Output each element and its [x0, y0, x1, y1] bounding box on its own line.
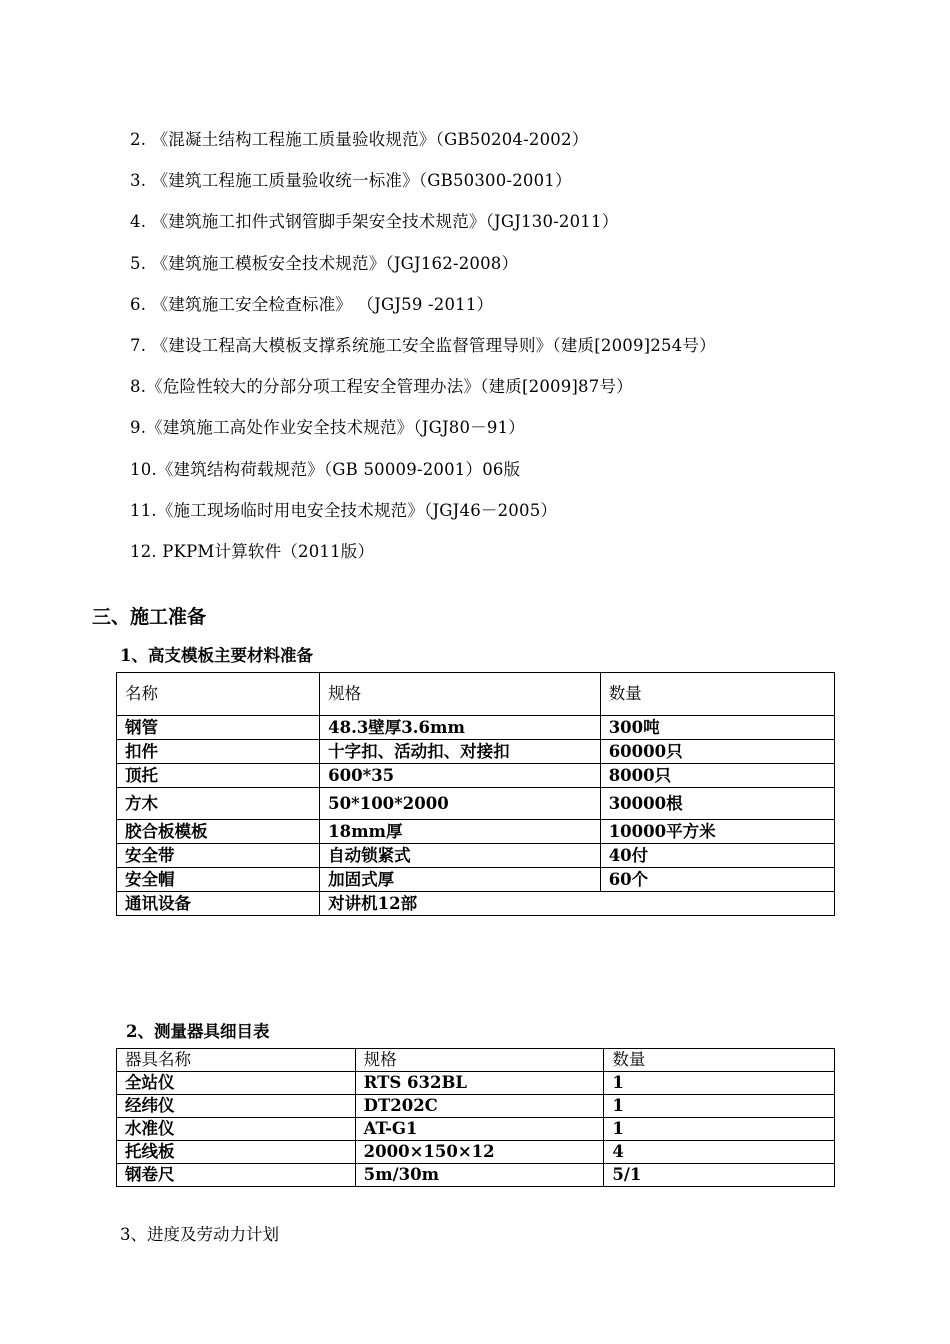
header-cell-equipment-name: 器具名称 [117, 1049, 356, 1072]
cell-name: 全站仪 [117, 1072, 356, 1095]
materials-heading: 1、高支模板主要材料准备 [120, 646, 313, 665]
table-row [117, 716, 835, 740]
reference-item: 3. 《建筑工程施工质量验收统一标准》（GB50300-2001） [130, 171, 572, 191]
schedule-heading: 3、进度及劳动力计划 [120, 1225, 279, 1244]
cell-spec: 600*35 [320, 764, 601, 788]
table-row [117, 740, 835, 764]
cell-name: 胶合板模板 [117, 820, 320, 844]
cell-name: 托线板 [117, 1141, 356, 1164]
cell-spec: 18mm厚 [320, 820, 601, 844]
cell-quantity: 30000根 [600, 788, 834, 820]
table-row [117, 892, 835, 916]
materials-table [116, 672, 835, 916]
measuring-equipment-table [116, 1048, 835, 1187]
cell-spec: DT202C [355, 1095, 604, 1118]
reference-item: 11.《施工现场临时用电安全技术规范》（JGJ46－2005） [130, 500, 558, 520]
header-cell-name: 名称 [117, 673, 320, 716]
cell-quantity: 8000只 [600, 764, 834, 788]
reference-item: 10.《建筑结构荷载规范》（GB 50009-2001）06版 [130, 459, 521, 479]
table-row [117, 844, 835, 868]
table-row [117, 1095, 835, 1118]
table-row [117, 1164, 835, 1187]
cell-spec: AT-G1 [355, 1118, 604, 1141]
reference-item: 6. 《建筑施工安全检查标准》 （JGJ59 -2011） [130, 294, 494, 314]
cell-spec: 对讲机12部 [320, 892, 835, 916]
cell-name: 方木 [117, 788, 320, 820]
table-row [117, 820, 835, 844]
cell-spec: 50*100*2000 [320, 788, 601, 820]
cell-name: 经纬仪 [117, 1095, 356, 1118]
reference-item: 4. 《建筑施工扣件式钢管脚手架安全技术规范》（JGJ130-2011） [130, 212, 619, 232]
cell-quantity: 5/1 [604, 1164, 835, 1187]
reference-item: 8.《危险性较大的分部分项工程安全管理办法》（建质[2009]87号） [130, 377, 633, 397]
cell-quantity: 1 [604, 1095, 835, 1118]
reference-item: 12. PKPM计算软件（2011版） [130, 541, 375, 561]
reference-item: 2. 《混凝土结构工程施工质量验收规范》（GB50204-2002） [130, 130, 589, 149]
reference-standards-list [130, 128, 716, 581]
cell-name: 钢卷尺 [117, 1164, 356, 1187]
equipment-heading: 2、测量器具细目表 [126, 1022, 270, 1041]
cell-spec: 5m/30m [355, 1164, 604, 1187]
header-cell-quantity: 数量 [600, 673, 834, 716]
table-row [117, 868, 835, 892]
table-header-row [117, 1049, 835, 1072]
header-cell-spec: 规格 [355, 1049, 604, 1072]
cell-name: 通讯设备 [117, 892, 320, 916]
cell-quantity: 10000平方米 [600, 820, 834, 844]
cell-name: 安全带 [117, 844, 320, 868]
reference-item: 7. 《建设工程高大模板支撑系统施工安全监督管理导则》（建质[2009]254号） [130, 335, 716, 355]
cell-quantity: 40付 [600, 844, 834, 868]
header-cell-spec: 规格 [320, 673, 601, 716]
cell-spec: 十字扣、活动扣、对接扣 [320, 740, 601, 764]
cell-spec: 自动锁紧式 [320, 844, 601, 868]
cell-quantity: 60个 [600, 868, 834, 892]
cell-name: 水准仪 [117, 1118, 356, 1141]
cell-name: 扣件 [117, 740, 320, 764]
cell-spec: RTS 632BL [355, 1072, 604, 1095]
table-row [117, 764, 835, 788]
cell-quantity: 300吨 [600, 716, 834, 740]
cell-name: 钢管 [117, 716, 320, 740]
reference-item: 5. 《建筑施工模板安全技术规范》（JGJ162-2008） [130, 253, 519, 273]
cell-quantity: 4 [604, 1141, 835, 1164]
cell-name: 顶托 [117, 764, 320, 788]
cell-quantity: 60000只 [600, 740, 834, 764]
table-row [117, 1118, 835, 1141]
table-row [117, 1141, 835, 1164]
table-header-row [117, 673, 835, 716]
table-row [117, 1072, 835, 1095]
cell-spec: 48.3壁厚3.6mm [320, 716, 601, 740]
section-heading-construction-preparation: 三、施工准备 [92, 606, 207, 628]
cell-quantity: 1 [604, 1072, 835, 1095]
cell-spec: 2000×150×12 [355, 1141, 604, 1164]
cell-spec: 加固式厚 [320, 868, 601, 892]
cell-quantity: 1 [604, 1118, 835, 1141]
reference-item: 9.《建筑施工高处作业安全技术规范》（JGJ80－91） [130, 418, 525, 438]
table-row [117, 788, 835, 820]
header-cell-quantity: 数量 [604, 1049, 835, 1072]
cell-name: 安全帽 [117, 868, 320, 892]
